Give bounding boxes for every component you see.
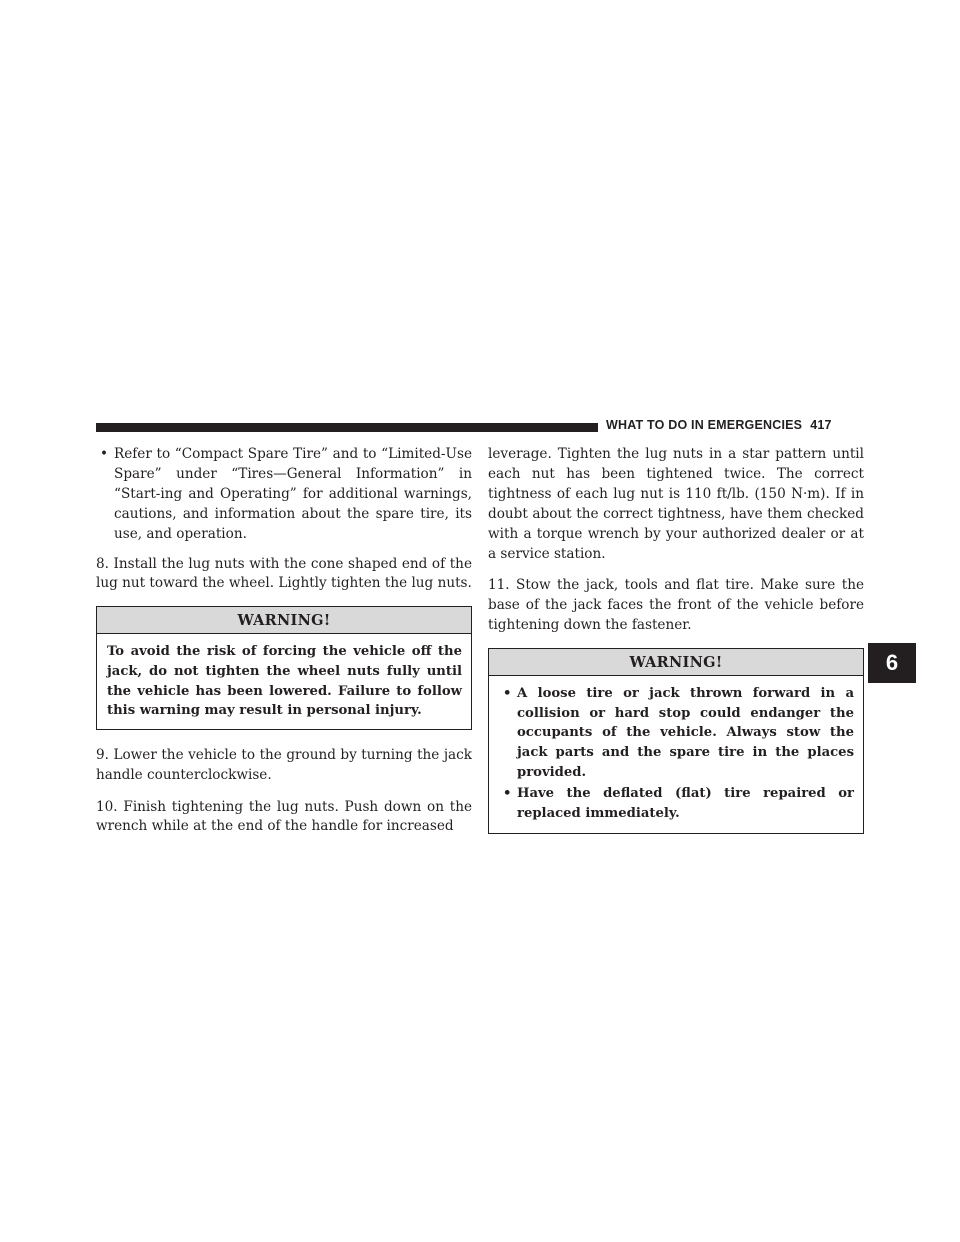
warning-bullet-list xyxy=(499,684,854,823)
list-item: • Have the deflated (flat) tire repaired or replaced immediately. xyxy=(499,784,854,823)
step-11: 11. Stow the jack, tools and flat tire. Make sure the base of the jack faces the front of the vehicle before tightening down the fastener. xyxy=(488,577,864,634)
left-column xyxy=(96,445,472,849)
warning-text: To avoid the risk of forcing the vehicle off the jack, do not tighten the wheel nuts fully until the vehicle has been lowered. Failure to follow this warning may result in personal injury. xyxy=(107,644,462,719)
header-rule xyxy=(96,423,598,432)
section-title: WHAT TO DO IN EMERGENCIES xyxy=(606,418,803,432)
warning-box xyxy=(96,606,472,729)
right-column xyxy=(488,445,864,850)
step-8: 8. Install the lug nuts with the cone shaped end of the lug nut toward the wheel. Lightly tighten the lug nuts. xyxy=(96,555,472,592)
warning-title: WARNING! xyxy=(489,649,863,676)
step-10-continued: leverage. Tighten the lug nuts in a star pattern until each nut has been tightened twice. The correct tightness of each lug nut is 110 ft/lb. (150 N·m). If in doubt about the correct tightness, have them checked with a torque wrench by your authorized dealer or at a service station. xyxy=(488,446,864,562)
page-number: 417 xyxy=(810,418,832,432)
running-header xyxy=(606,418,832,432)
list-item: • Refer to “Compact Spare Tire” and to “Limited-Use Spare” under “Tires—General Information” in “Start-ing and Operating” for additional warnings, cautions, and information about the spare tire, its use, and operation. xyxy=(96,445,472,545)
warning-title: WARNING! xyxy=(97,607,471,634)
bullet-list xyxy=(96,445,472,545)
list-item: • A loose tire or jack thrown forward in a collision or hard stop could endanger the occupants of the vehicle. Always stow the jack parts and the spare tire in the places provided. xyxy=(499,684,854,782)
step-10: 10. Finish tightening the lug nuts. Push down on the wrench while at the end of the handle for increased xyxy=(96,798,472,835)
warning-text xyxy=(489,676,863,833)
step-9: 9. Lower the vehicle to the ground by turning the jack handle counterclockwise. xyxy=(96,746,472,783)
chapter-tab: 6 xyxy=(868,643,916,683)
warning-box xyxy=(488,648,864,834)
